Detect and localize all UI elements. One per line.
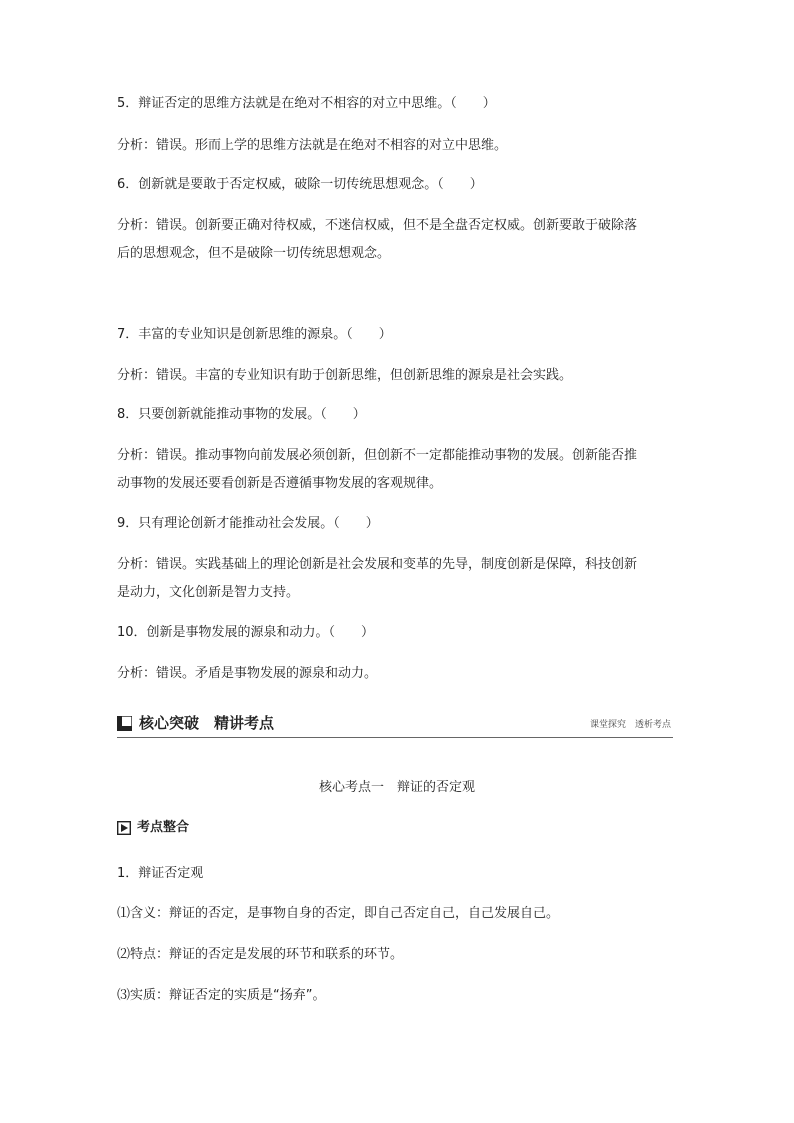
answer-6-line-1: 分析：错误。创新要正确对待权威，不迷信权威，但不是全盘否定权威。创新要敢于破除落 — [117, 218, 638, 233]
answer-7: 分析：错误。丰富的专业知识有助于创新思维，但创新思维的源泉是社会实践。 — [117, 368, 573, 383]
content-essence: ⑶实质：辩证否定的实质是“扬弃”。 — [117, 988, 326, 1003]
content-meaning: ⑴含义：辩证的否定，是事物自身的否定，即自己否定自己，自己发展自己。 — [117, 906, 560, 921]
answer-9-line-2: 是动力，文化创新是智力支持。 — [117, 585, 300, 600]
question-8: 8．只要创新就能推动事物的发展。（ ） — [117, 407, 366, 422]
answer-10: 分析：错误。矛盾是事物发展的源泉和动力。 — [117, 666, 378, 681]
question-9: 9．只有理论创新才能推动社会发展。（ ） — [117, 516, 379, 531]
sub-heading-label: 考点整合 — [137, 820, 190, 835]
play-triangle-icon — [117, 821, 131, 835]
question-6: 6．创新就是要敢于否定权威，破除一切传统思想观念。（ ） — [117, 177, 483, 192]
section-title: 核心突破 精讲考点 — [139, 714, 275, 732]
question-5: 5．辩证否定的思维方法就是在绝对不相容的对立中思维。（ ） — [117, 96, 496, 111]
section-subtitle: 课堂探究 透析考点 — [589, 720, 671, 730]
question-10: 10．创新是事物发展的源泉和动力。（ ） — [117, 625, 375, 640]
content-heading: 1．辩证否定观 — [117, 866, 204, 881]
core-point-title: 核心考点一 辩证的否定观 — [318, 780, 475, 795]
answer-9-line-1: 分析：错误。实践基础上的理论创新是社会发展和变革的先导，制度创新是保障，科技创新 — [117, 557, 638, 572]
answer-8-line-1: 分析：错误。推动事物向前发展必须创新，但创新不一定都能推动事物的发展。创新能否推 — [117, 448, 638, 463]
answer-6-line-2: 后的思想观念，但不是破除一切传统思想观念。 — [117, 246, 391, 261]
section-header — [117, 713, 673, 738]
book-corner-icon — [117, 716, 132, 731]
question-7: 7．丰富的专业知识是创新思维的源泉。（ ） — [117, 327, 392, 342]
answer-8-line-2: 动事物的发展还要看创新是否遵循事物发展的客观规律。 — [117, 476, 443, 491]
answer-5: 分析：错误。形而上学的思维方法就是在绝对不相容的对立中思维。 — [117, 138, 508, 153]
content-feature: ⑵特点：辩证的否定是发展的环节和联系的环节。 — [117, 947, 404, 962]
